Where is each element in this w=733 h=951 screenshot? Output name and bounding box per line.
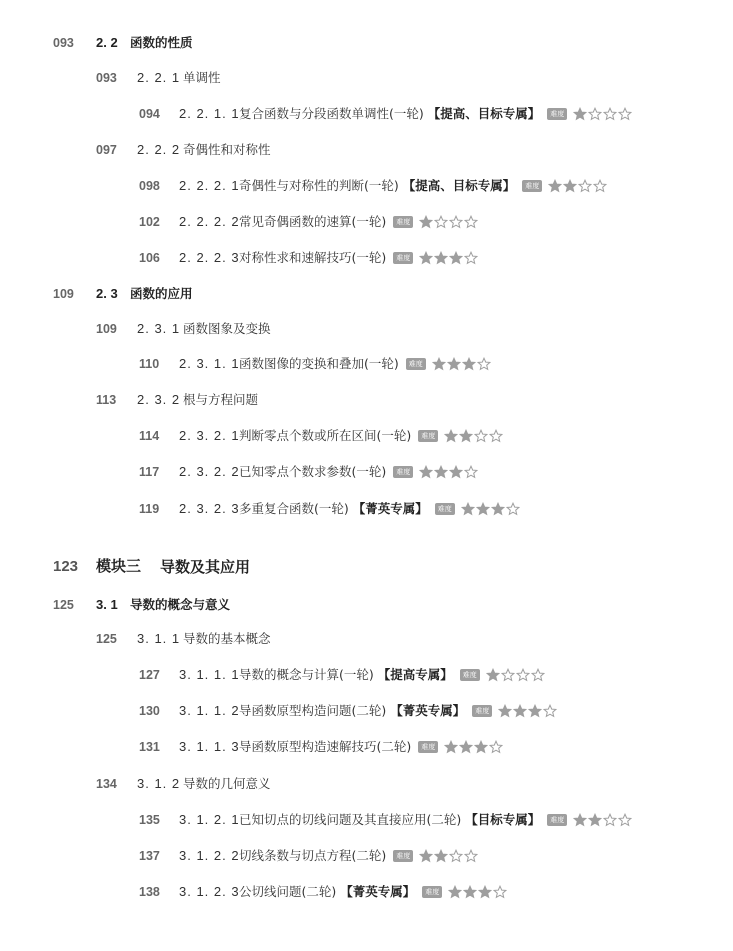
section-title: 函数的性质: [130, 35, 193, 50]
star-empty-icon: [543, 704, 557, 718]
audience-tag: 【目标专属】: [465, 812, 541, 827]
audience-tag: 【菁英专属】: [352, 501, 428, 516]
difficulty-badge: 难度: [547, 814, 567, 826]
star-filled-icon: [462, 357, 476, 371]
page-number: 138: [139, 885, 160, 899]
difficulty-rating: [419, 465, 478, 479]
star-filled-icon: [459, 429, 473, 443]
entry-title-group: [160, 557, 250, 577]
page-number: 125: [53, 598, 74, 612]
section-number: 2. 3. 1: [137, 321, 181, 336]
entry-title-group: [239, 499, 520, 519]
section-number: 3. 1: [96, 597, 118, 612]
star-empty-icon: [603, 107, 617, 121]
entry-title-group: [239, 212, 478, 232]
section-title: 导函数原型构造速解技巧(二轮): [239, 739, 412, 754]
star-filled-icon: [434, 251, 448, 265]
star-filled-icon: [491, 502, 505, 516]
section-number: 2. 2: [96, 35, 118, 50]
entry-title-group: [239, 354, 491, 374]
page-number: 130: [139, 704, 160, 718]
star-empty-icon: [477, 357, 491, 371]
difficulty-badge: 难度: [547, 108, 567, 120]
page-number: 098: [139, 179, 160, 193]
entry-title-group: [183, 629, 271, 649]
section-title: 导函数原型构造问题(二轮): [239, 703, 387, 718]
star-empty-icon: [464, 215, 478, 229]
star-filled-icon: [419, 215, 433, 229]
difficulty-rating: [498, 704, 557, 718]
entry-title-group: [183, 68, 221, 88]
star-filled-icon: [434, 849, 448, 863]
star-filled-icon: [449, 465, 463, 479]
section-number: 3. 1. 1: [137, 631, 181, 646]
section-number: 3. 1. 2. 3: [179, 884, 240, 899]
entry-title-group: [239, 737, 503, 757]
difficulty-rating: [486, 668, 545, 682]
page-number: 093: [96, 71, 117, 85]
difficulty-badge: 难度: [406, 358, 426, 370]
section-title: 判断零点个数或所在区间(一轮): [239, 428, 412, 443]
section-number: 2. 3. 2. 2: [179, 464, 240, 479]
star-filled-icon: [573, 107, 587, 121]
entry-title-group: [239, 665, 545, 685]
section-number: 2. 2. 1. 1: [179, 106, 240, 121]
entry-title-group: [130, 595, 230, 615]
page-number: 110: [139, 357, 160, 371]
difficulty-badge: 难度: [472, 705, 492, 717]
star-empty-icon: [464, 465, 478, 479]
page-number: 106: [139, 251, 160, 265]
difficulty-rating: [448, 885, 507, 899]
page-number: 123: [53, 558, 79, 575]
difficulty-badge: 难度: [418, 430, 438, 442]
section-title: 公切线问题(二轮): [239, 884, 337, 899]
star-empty-icon: [474, 429, 488, 443]
star-filled-icon: [476, 502, 490, 516]
entry-title-group: [239, 882, 507, 902]
page-number: 097: [96, 143, 117, 157]
difficulty-rating: [432, 357, 491, 371]
entry-title-group: [239, 846, 478, 866]
section-title: 导数的几何意义: [183, 776, 271, 791]
page-number: 093: [53, 36, 74, 50]
difficulty-rating: [444, 429, 503, 443]
star-empty-icon: [493, 885, 507, 899]
difficulty-rating: [419, 849, 478, 863]
entry-title-group: [239, 176, 607, 196]
section-number: 3. 1. 2: [137, 776, 181, 791]
difficulty-rating: [444, 740, 503, 754]
audience-tag: 【菁英专属】: [390, 703, 466, 718]
section-number: 2. 3. 2: [137, 392, 181, 407]
section-number: 2. 2. 2. 1: [179, 178, 240, 193]
section-number: 2. 3. 1. 1: [179, 356, 240, 371]
difficulty-badge: 难度: [418, 741, 438, 753]
section-number: 2. 3: [96, 286, 118, 301]
star-empty-icon: [593, 179, 607, 193]
page-number: 125: [96, 632, 117, 646]
entry-title-group: [239, 248, 478, 268]
star-filled-icon: [474, 740, 488, 754]
page-number: 135: [139, 813, 160, 827]
difficulty-rating: [573, 107, 632, 121]
star-empty-icon: [449, 849, 463, 863]
section-title: 根与方程问题: [183, 392, 259, 407]
star-filled-icon: [486, 668, 500, 682]
difficulty-badge: 难度: [435, 503, 455, 515]
page-number: 137: [139, 849, 160, 863]
section-number: 2. 2. 1: [137, 70, 181, 85]
section-title: 函数图象及变换: [183, 321, 271, 336]
page-number: 131: [139, 740, 160, 754]
star-filled-icon: [528, 704, 542, 718]
page-number: 094: [139, 107, 160, 121]
star-empty-icon: [434, 215, 448, 229]
entry-title-group: [130, 284, 193, 304]
section-number: 3. 1. 2. 2: [179, 848, 240, 863]
star-filled-icon: [419, 465, 433, 479]
difficulty-rating: [548, 179, 607, 193]
star-filled-icon: [419, 849, 433, 863]
star-filled-icon: [563, 179, 577, 193]
section-title: 函数的应用: [130, 286, 193, 301]
star-empty-icon: [506, 502, 520, 516]
section-number: 3. 1. 1. 3: [179, 739, 240, 754]
section-number: 3. 1. 2. 1: [179, 812, 240, 827]
section-number: 2. 3. 2. 1: [179, 428, 240, 443]
difficulty-badge: 难度: [393, 216, 413, 228]
entry-title-group: [239, 701, 557, 721]
star-filled-icon: [419, 251, 433, 265]
section-number: 2. 2. 2: [137, 142, 181, 157]
difficulty-badge: 难度: [422, 886, 442, 898]
section-number: 2. 2. 2. 3: [179, 250, 240, 265]
star-empty-icon: [603, 813, 617, 827]
star-filled-icon: [444, 429, 458, 443]
section-number: 3. 1. 1. 1: [179, 667, 240, 682]
section-title: 导数的基本概念: [183, 631, 271, 646]
page-number: 113: [96, 393, 117, 407]
section-title: 切线条数与切点方程(二轮): [239, 848, 387, 863]
star-empty-icon: [449, 215, 463, 229]
star-empty-icon: [618, 107, 632, 121]
section-title: 导数的概念与意义: [130, 597, 231, 612]
audience-tag: 【提高、目标专属】: [402, 178, 516, 193]
difficulty-badge: 难度: [393, 466, 413, 478]
star-filled-icon: [588, 813, 602, 827]
star-filled-icon: [449, 251, 463, 265]
difficulty-badge: 难度: [460, 669, 480, 681]
section-number: 2. 3. 2. 3: [179, 501, 240, 516]
entry-title-group: [239, 810, 632, 830]
star-empty-icon: [516, 668, 530, 682]
entry-title-group: [183, 140, 271, 160]
section-number: 模块三: [96, 558, 142, 575]
star-filled-icon: [432, 357, 446, 371]
star-filled-icon: [478, 885, 492, 899]
page-number: 109: [53, 287, 74, 301]
star-empty-icon: [464, 849, 478, 863]
section-title: 复合函数与分段函数单调性(一轮): [239, 106, 424, 121]
entry-title-group: [183, 390, 258, 410]
section-title: 已知零点个数求参数(一轮): [239, 464, 387, 479]
difficulty-rating: [573, 813, 632, 827]
page-number: 134: [96, 777, 117, 791]
star-filled-icon: [548, 179, 562, 193]
difficulty-badge: 难度: [522, 180, 542, 192]
star-filled-icon: [573, 813, 587, 827]
difficulty-rating: [419, 215, 478, 229]
section-title: 单调性: [183, 70, 221, 85]
star-empty-icon: [489, 429, 503, 443]
page-number: 127: [139, 668, 160, 682]
difficulty-rating: [419, 251, 478, 265]
section-title: 已知切点的切线问题及其直接应用(二轮): [239, 812, 462, 827]
star-filled-icon: [447, 357, 461, 371]
section-title: 奇偶性与对称性的判断(一轮): [239, 178, 399, 193]
star-empty-icon: [501, 668, 515, 682]
star-empty-icon: [464, 251, 478, 265]
section-title: 导数及其应用: [160, 558, 251, 576]
entry-title-group: [183, 774, 271, 794]
section-title: 函数图像的变换和叠加(一轮): [239, 356, 399, 371]
difficulty-badge: 难度: [393, 850, 413, 862]
star-filled-icon: [448, 885, 462, 899]
section-title: 导数的概念与计算(一轮): [239, 667, 374, 682]
star-empty-icon: [578, 179, 592, 193]
difficulty-badge: 难度: [393, 252, 413, 264]
section-title: 常见奇偶函数的速算(一轮): [239, 214, 387, 229]
section-number: 2. 2. 2. 2: [179, 214, 240, 229]
star-filled-icon: [513, 704, 527, 718]
page-number: 109: [96, 322, 117, 336]
entry-title-group: [239, 104, 632, 124]
section-number: 3. 1. 1. 2: [179, 703, 240, 718]
star-filled-icon: [461, 502, 475, 516]
star-empty-icon: [618, 813, 632, 827]
entry-title-group: [239, 426, 503, 446]
star-filled-icon: [498, 704, 512, 718]
star-filled-icon: [463, 885, 477, 899]
star-filled-icon: [444, 740, 458, 754]
audience-tag: 【菁英专属】: [340, 884, 416, 899]
difficulty-rating: [461, 502, 520, 516]
audience-tag: 【提高专属】: [377, 667, 453, 682]
star-empty-icon: [489, 740, 503, 754]
entry-title-group: [239, 462, 478, 482]
page-number: 102: [139, 215, 160, 229]
section-title: 对称性求和速解技巧(一轮): [239, 250, 387, 265]
section-title: 奇偶性和对称性: [183, 142, 271, 157]
entry-title-group: [183, 319, 271, 339]
audience-tag: 【提高、目标专属】: [427, 106, 541, 121]
star-empty-icon: [531, 668, 545, 682]
page-number: 114: [139, 429, 160, 443]
page-number: 119: [139, 502, 160, 516]
star-filled-icon: [459, 740, 473, 754]
section-title: 多重复合函数(一轮): [239, 501, 349, 516]
star-empty-icon: [588, 107, 602, 121]
entry-title-group: [130, 33, 193, 53]
page-number: 117: [139, 465, 160, 479]
star-filled-icon: [434, 465, 448, 479]
